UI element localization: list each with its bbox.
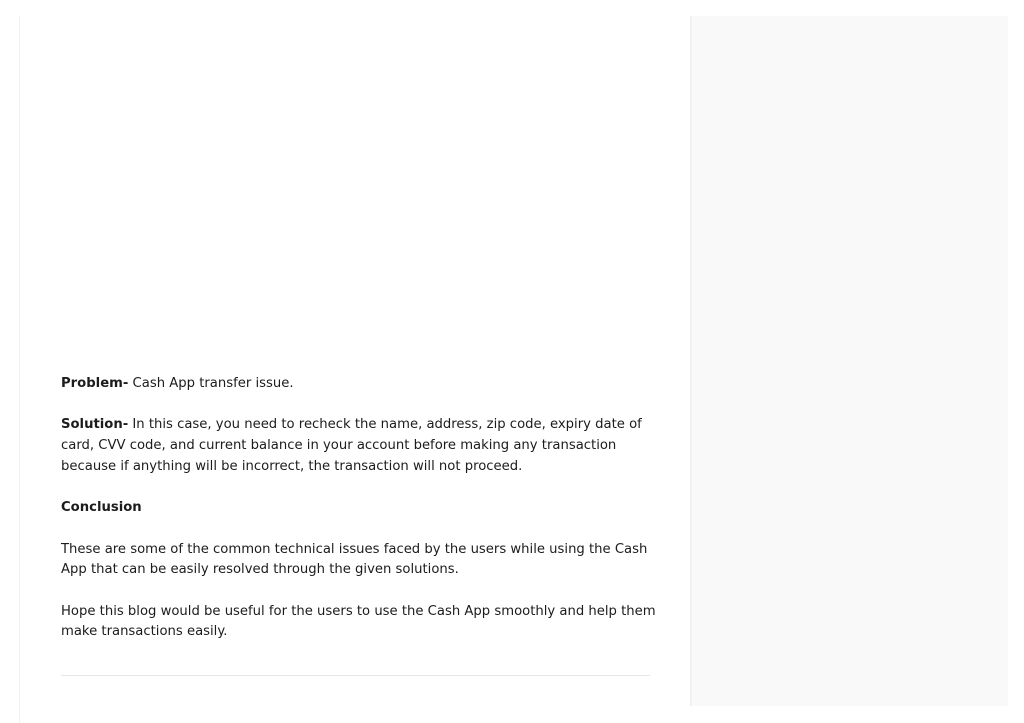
problem-text: Cash App transfer issue. (128, 376, 294, 391)
problem-paragraph (61, 374, 656, 395)
solution-label: Solution- (61, 417, 129, 433)
sidebar (690, 16, 1008, 706)
conclusion-heading: Conclusion (61, 500, 142, 516)
solution-paragraph (61, 415, 656, 477)
conclusion-paragraph-1: These are some of the common technical issues faced by the users while using the Cash App that can be easily resolved through the given solutions. (61, 541, 648, 578)
article-body (61, 374, 656, 664)
solution-text: In this case, you need to recheck the name, address, zip code, expiry date of card, CVV code, and current balance in your account before making any transaction because if anything will be incorrect, the transaction will not proceed. (61, 417, 642, 474)
problem-label: Problem- (61, 376, 129, 391)
article-divider (61, 675, 650, 676)
article-content-column (19, 16, 691, 723)
conclusion-paragraph-2: Hope this blog would be useful for the users to use the Cash App smoothly and help them make transactions easily. (61, 603, 656, 640)
